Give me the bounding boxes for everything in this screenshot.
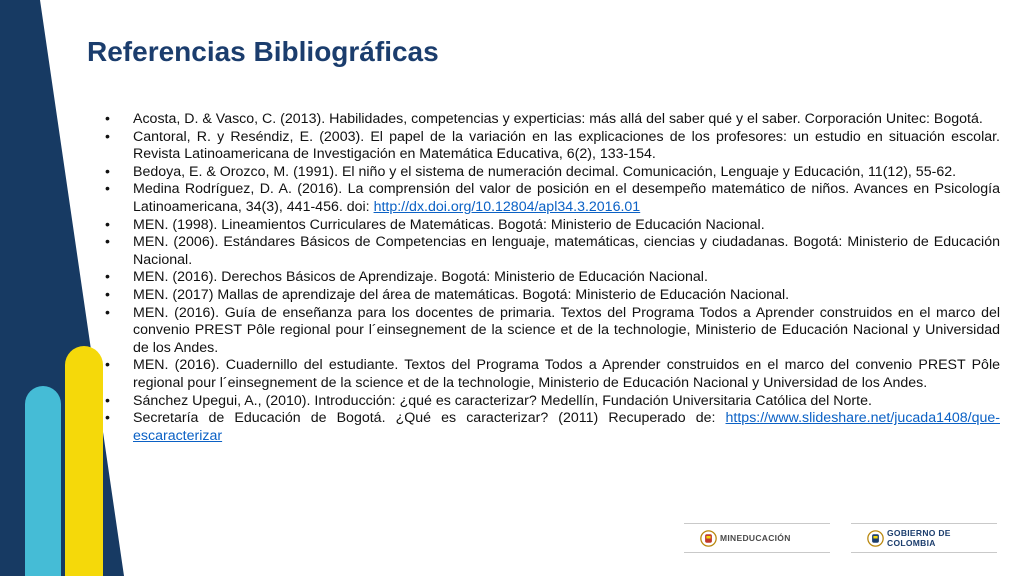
reference-text: MEN. (1998). Lineamientos Curriculares de Matemáticas. Bogotá: Ministerio de Educación Nacional. xyxy=(133,216,765,233)
reference-text: MEN. (2016). Guía de enseñanza para los docentes de primaria. Textos del Programa Todos a Aprender construidos en el marco del convenio PREST Pôle regional pour l´einsegnement de la science et de la technologie, Ministerio de Educación Nacional y Universidad de los Andes. xyxy=(133,304,1000,356)
reference-text: Sánchez Upegui, A., (2010). Introducción: ¿qué es caracterizar? Medellín, Fundación Universitaria Católica del Norte. xyxy=(133,392,872,409)
gobierno-logo xyxy=(851,523,997,553)
reference-text: MEN. (2016). Derechos Básicos de Aprendizaje. Bogotá: Ministerio de Educación Nacional. xyxy=(133,269,708,286)
reference-text: Acosta, D. & Vasco, C. (2013). Habilidades, competencias y experticias: más allá del saber qué y el saber. Corporación Unitec: Bogotá. xyxy=(133,111,983,127)
mineducacion-logo-text: MINEDUCACIÓN xyxy=(720,533,791,543)
mineducacion-logo xyxy=(684,523,830,553)
coat-of-arms-icon xyxy=(700,530,717,547)
coat-of-arms-icon xyxy=(867,530,884,547)
reference-item xyxy=(105,111,1000,129)
page-title: Referencias Bibliográficas xyxy=(87,36,439,67)
reference-text: Bedoya, E. & Orozco, M. (1991). El niño y el sistema de numeración decimal. Comunicación, Lenguaje y Educación, 11(12), 55-62. xyxy=(133,163,957,180)
reference-text: MEN. (2016). Cuadernillo del estudiante. Textos del Programa Todos a Aprender construidos en el marco del convenio PREST Pôle regional pour l´einsegnement de la science et de la technologie, Ministerio de Educación Nacional y Universidad de los Andes. xyxy=(133,357,1000,391)
reference-item xyxy=(105,357,1000,392)
reference-item xyxy=(105,410,1000,445)
reference-text: MEN. (2017) Mallas de aprendizaje del área de matemáticas. Bogotá: Ministerio de Educación Nacional. xyxy=(133,286,790,303)
reference-item xyxy=(105,217,1000,235)
reference-link[interactable]: http://dx.doi.org/10.12804/apl34.3.2016.01 xyxy=(373,198,641,215)
reference-item xyxy=(105,164,1000,182)
gobierno-logo-text: GOBIERNO DE COLOMBIA xyxy=(887,528,951,548)
references-list xyxy=(105,111,1000,445)
reference-item xyxy=(105,181,1000,216)
reference-item xyxy=(105,393,1000,411)
reference-item xyxy=(105,234,1000,269)
reference-item xyxy=(105,129,1000,164)
reference-text: Secretaría de Educación de Bogotá. ¿Qué es caracterizar? (2011) Recuperado de: xyxy=(133,410,726,427)
cyan-decor-bar xyxy=(25,386,61,576)
reference-link[interactable]: https://www.slideshare.net/jucada1408/que-escaracterizar xyxy=(133,410,1000,444)
reference-text: MEN. (2006). Estándares Básicos de Competencias en lenguaje, matemáticas, ciencias y ciudadanas. Bogotá: Ministerio de Educación Nacional. xyxy=(133,234,1000,268)
reference-item xyxy=(105,305,1000,358)
reference-text: Cantoral, R. y Reséndiz, E. (2003). El papel de la variación en las explicaciones de los profesores: un estudio en situación escolar. Revista Latinoamericana de Investigación en Matemática Educativa, 6(2), 133-154. xyxy=(133,128,1000,163)
yellow-decor-bar xyxy=(65,346,103,576)
reference-text: Medina Rodríguez, D. A. (2016). La comprensión del valor de posición en el desempeño matemático de niños. Avances en Psicología Latinoamericana, 34(3), 441-456. doi: xyxy=(133,181,1000,215)
reference-item xyxy=(105,287,1000,305)
reference-item xyxy=(105,269,1000,287)
